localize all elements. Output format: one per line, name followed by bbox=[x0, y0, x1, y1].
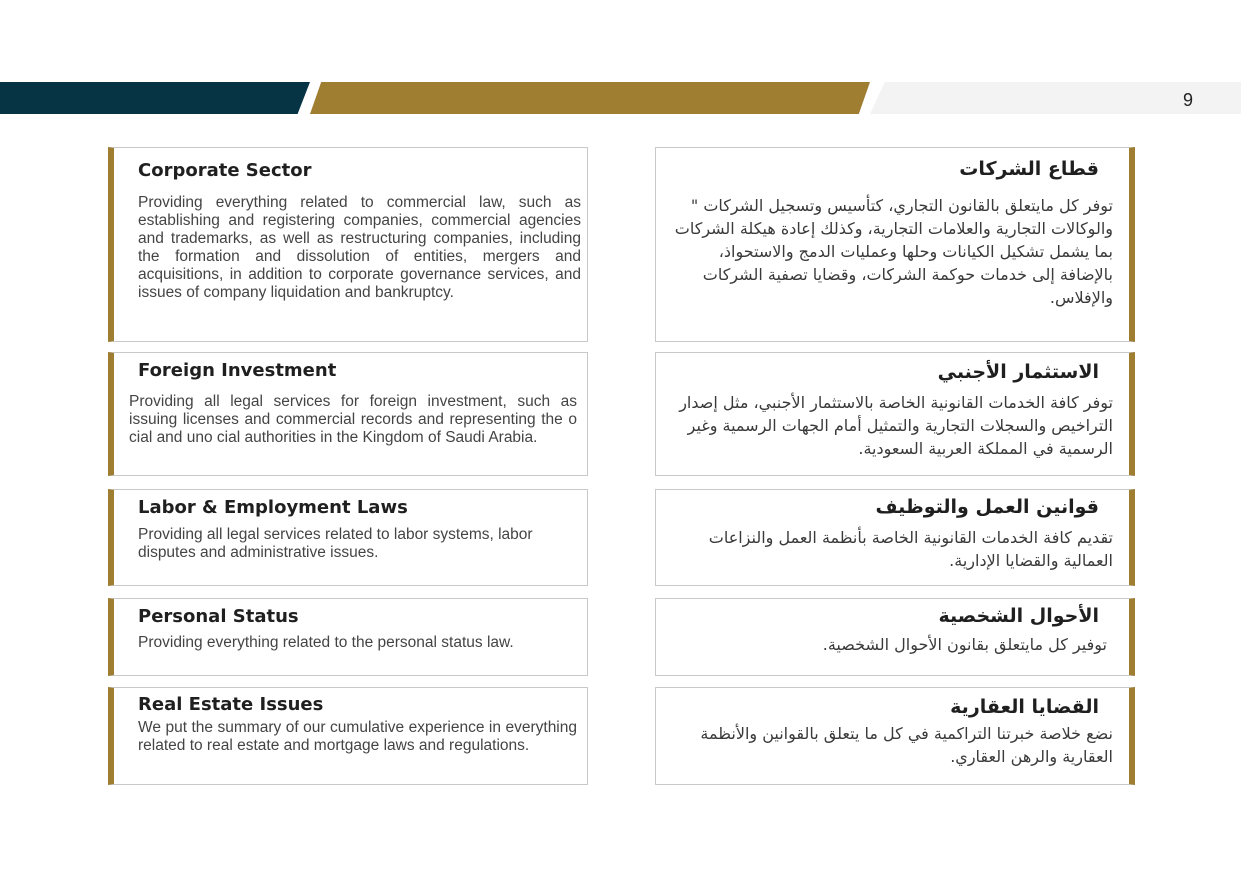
card-body: Providing everything related to commercial law, such as establishing and registering companies, commercial agencies and trademarks, as well as restructuring companies, including the formation and dissolution of entities, mergers and acquisitions, in addition to corporate governance services, and issues of company liquidation and bankruptcy. bbox=[138, 194, 581, 301]
card-body-ar: توفر كافة الخدمات القانونية الخاصة بالاستثمار الأجنبي، مثل إصدار التراخيص والسجلات التجارية والتمثيل أمام الجهات الرسمية وغير الرسمية في المملكة العربية السعودية. bbox=[679, 393, 1113, 458]
card-personal-status-ar bbox=[655, 598, 1135, 676]
card-foreign-investment-ar bbox=[655, 352, 1135, 476]
card-body: Providing all legal services related to labor systems, labor disputes and administrative issues. bbox=[138, 526, 533, 561]
card-corporate-ar bbox=[655, 147, 1135, 342]
card-title: Corporate Sector bbox=[138, 160, 312, 181]
card-title-ar: قوانين العمل والتوظيف bbox=[875, 496, 1099, 518]
card-title: Personal Status bbox=[138, 606, 299, 627]
card-foreign-investment-en bbox=[108, 352, 588, 476]
card-corporate-en bbox=[108, 147, 588, 342]
card-body-ar: توفير كل مايتعلق بقانون الأحوال الشخصية. bbox=[822, 635, 1107, 654]
card-labor-ar bbox=[655, 489, 1135, 586]
card-personal-status-en bbox=[108, 598, 588, 676]
card-real-estate-ar bbox=[655, 687, 1135, 785]
card-title-ar: قطاع الشركات bbox=[959, 158, 1099, 180]
card-labor-en bbox=[108, 489, 588, 586]
card-body: We put the summary of our cumulative experience in everything related to real estate and mortgage laws and regulations. bbox=[138, 719, 577, 754]
card-title-ar: الاستثمار الأجنبي bbox=[937, 361, 1099, 383]
card-title: Foreign Investment bbox=[138, 360, 337, 381]
card-body: Providing all legal services for foreign investment, such as issuing licenses and commercial records and representing the o cial and uno cial authorities in the Kingdom of Saudi Arabia. bbox=[129, 393, 577, 446]
card-title-ar: القضايا العقارية bbox=[950, 696, 1099, 718]
card-body: Providing everything related to the personal status law. bbox=[138, 634, 514, 651]
card-body-ar: تقديم كافة الخدمات القانونية الخاصة بأنظمة العمل والنزاعات العمالية والقضايا الإدارية. bbox=[708, 528, 1113, 570]
card-body-ar: توفر كل مايتعلق بالقانون التجاري، كتأسيس وتسجيل الشركات " والوكالات التجارية والعلامات التجارية، وكذلك إعادة هيكلة الشركات بما يشمل تشكيل الكيانات وحلها وعمليات الدمج والاستحواذ، بالإضافة إلى خدمات حوكمة الشركات، وقضايا تصفية الشركات والإفلاس. bbox=[674, 196, 1113, 307]
card-real-estate-en bbox=[108, 687, 588, 785]
header-band-gold bbox=[310, 82, 870, 114]
card-body-ar: نضع خلاصة خبرتنا التراكمية في كل ما يتعلق بالقوانين والأنظمة العقارية والرهن العقاري. bbox=[700, 724, 1113, 766]
card-title: Labor & Employment Laws bbox=[138, 497, 408, 518]
card-title: Real Estate Issues bbox=[138, 694, 324, 715]
card-title-ar: الأحوال الشخصية bbox=[938, 605, 1099, 627]
header-band-dark bbox=[0, 82, 310, 114]
page-number: 9 bbox=[1182, 90, 1193, 110]
